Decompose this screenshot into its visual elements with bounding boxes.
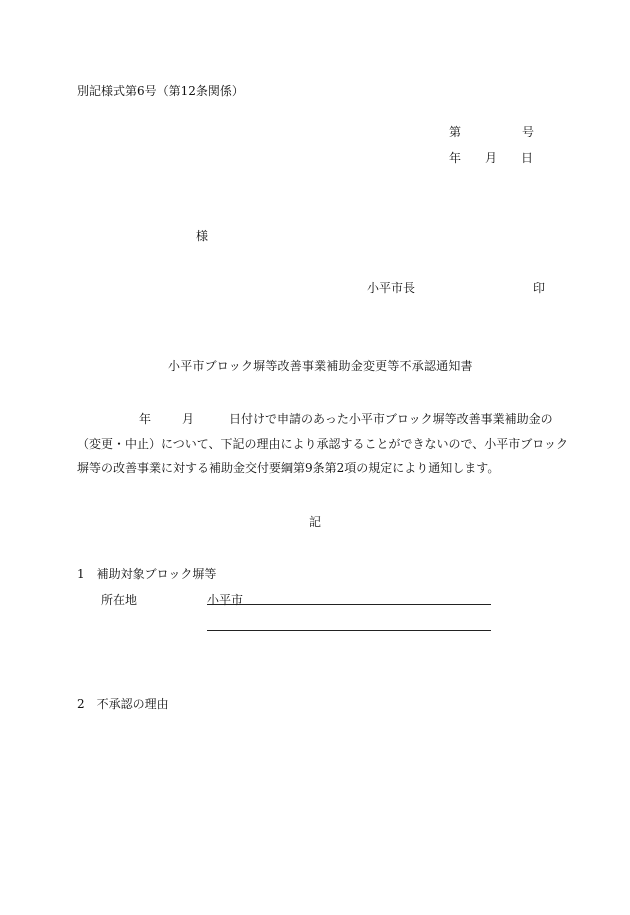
location-label: 所在地: [101, 593, 138, 607]
location-underline-2: [207, 630, 491, 631]
seal-mark: 印: [533, 281, 546, 295]
date-year-label: 年: [449, 151, 462, 165]
body-year-label: 年: [139, 412, 152, 426]
issuer-name: 小平市長: [367, 281, 416, 295]
section-2-heading: 2 不承認の理由: [77, 697, 169, 711]
location-value: 小平市: [207, 593, 244, 607]
form-number: 別記様式第6号（第12条関係）: [77, 84, 244, 98]
document-number-prefix: 第: [449, 125, 462, 139]
body-month-label: 月: [182, 412, 195, 426]
date-day-label: 日: [521, 151, 534, 165]
body-line-1-text: 日付けで申請のあった小平市ブロック塀等改善事業補助金の: [229, 412, 553, 426]
document-number-suffix: 号: [522, 125, 535, 139]
location-underline-1: [207, 604, 491, 605]
recipient-honorific: 様: [196, 229, 209, 243]
date-month-label: 月: [485, 151, 498, 165]
ki-heading: 記: [309, 515, 322, 529]
document-title: 小平市ブロック塀等改善事業補助金変更等不承認通知書: [168, 359, 473, 373]
body-line-3: 塀等の改善事業に対する補助金交付要綱第9条第2項の規定により通知します。: [77, 461, 500, 475]
section-1-heading: 1 補助対象ブロック塀等: [77, 567, 217, 581]
body-line-2: （変更・中止）について、下記の理由により承認することができないので、小平市ブロック: [77, 436, 569, 451]
notice-body: [77, 407, 569, 481]
body-line-1: [77, 407, 563, 432]
